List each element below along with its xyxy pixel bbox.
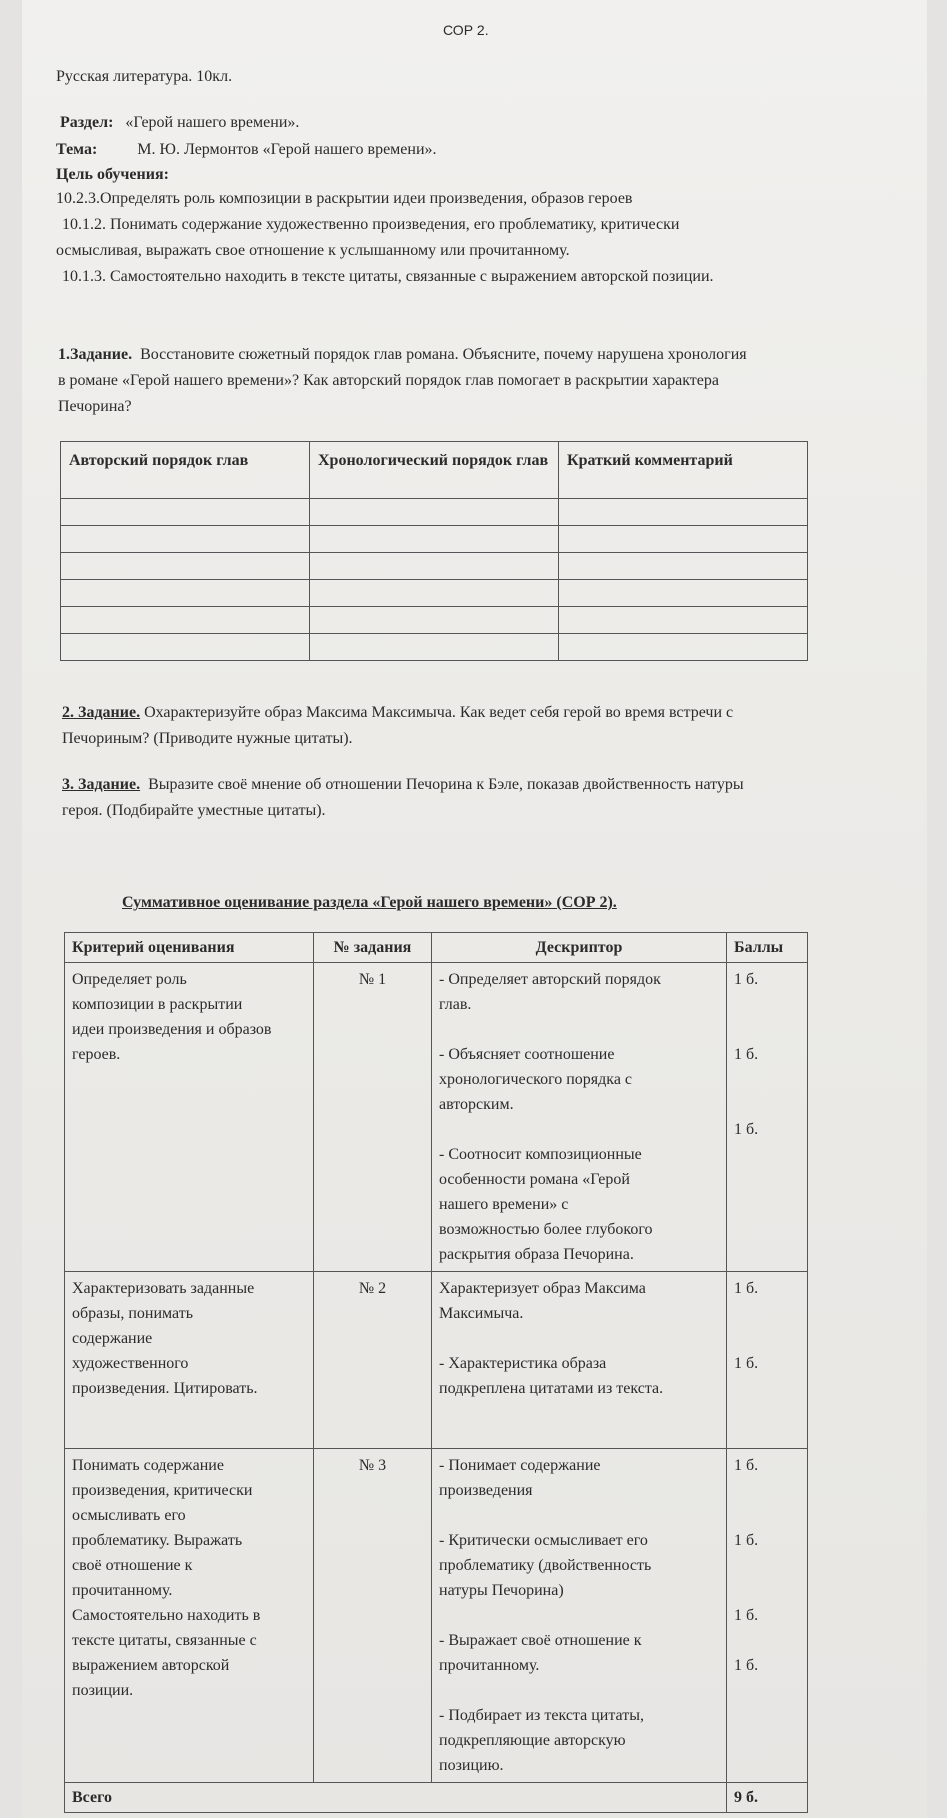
section-value: «Герой нашего времени». bbox=[125, 114, 300, 131]
table-header-row bbox=[65, 933, 808, 963]
table-cell[interactable] bbox=[61, 607, 310, 634]
task1-label: 1.Задание. bbox=[58, 346, 133, 363]
table-cell[interactable] bbox=[559, 580, 808, 607]
task3-label: 3. Задание. bbox=[62, 776, 141, 793]
col-criterion: Критерий оценивания bbox=[65, 933, 314, 963]
table-row bbox=[61, 607, 808, 634]
table-cell[interactable] bbox=[61, 634, 310, 661]
col-author-order: Авторский порядок глав bbox=[61, 442, 310, 499]
task1-line-3: Печорина? bbox=[58, 398, 132, 415]
table-row bbox=[61, 499, 808, 526]
table-cell[interactable] bbox=[61, 580, 310, 607]
col-comment: Краткий комментарий bbox=[559, 442, 808, 499]
criterion-cell: Определяет роль композиции в раскрытии идеи произведения и образов героев. bbox=[65, 963, 314, 1272]
table-cell[interactable] bbox=[61, 526, 310, 553]
table-row bbox=[65, 963, 808, 1272]
descriptor-cell: - Понимает содержание произведения - Критически осмысливает его проблематику (двойственность натуры Печорина) - Выражает своё отношение к прочитанному. - Подбирает из текста цитаты, подкрепляющие авторскую позицию. bbox=[432, 1449, 727, 1783]
section-line bbox=[60, 110, 299, 135]
table-cell[interactable] bbox=[310, 526, 559, 553]
task1-line-1: 1.Задание. Восстановите сюжетный порядок глав романа. Объясните, почему нарушена хронология bbox=[58, 346, 747, 363]
table-cell[interactable] bbox=[559, 634, 808, 661]
table-row bbox=[61, 634, 808, 661]
topic-label: Тема: bbox=[56, 141, 98, 158]
points-cell: 1 б. 1 б. 1 б. 1 б. bbox=[727, 1449, 808, 1783]
col-task-number: № задания bbox=[314, 933, 432, 963]
task2-line-2: Печориным? (Приводите нужные цитаты). bbox=[62, 730, 353, 747]
table-cell[interactable] bbox=[310, 607, 559, 634]
table-cell[interactable] bbox=[310, 580, 559, 607]
summative-title: Суммативное оценивание раздела «Герой нашего времени» (СОР 2). bbox=[122, 894, 617, 911]
table-cell[interactable] bbox=[559, 607, 808, 634]
assessment-table bbox=[64, 932, 808, 1813]
topic-value: М. Ю. Лермонтов «Герой нашего времени». bbox=[137, 141, 437, 158]
table-cell[interactable] bbox=[310, 499, 559, 526]
table-cell[interactable] bbox=[310, 634, 559, 661]
task2-line-1: 2. Задание. Охарактеризуйте образ Максима Максимыча. Как ведет себя герой во время встречи с bbox=[62, 704, 734, 721]
table-cell[interactable] bbox=[61, 553, 310, 580]
descriptor-cell: - Определяет авторский порядок глав. - Объясняет соотношение хронологического порядка с авторским. - Соотносит композиционные особенности романа «Герой нашего времени» с возможностью более глубокого раскрытия образа Печорина. bbox=[432, 963, 727, 1272]
points-cell: 1 б. 1 б. bbox=[727, 1272, 808, 1449]
chapter-order-table bbox=[60, 441, 808, 661]
descriptor-cell: Характеризует образ Максима Максимыча. - Характеристика образа подкреплена цитатами из текста. bbox=[432, 1272, 727, 1449]
task1-line-2: в романе «Герой нашего времени»? Как авторский порядок глав помогает в раскрытии характера bbox=[58, 372, 719, 389]
col-descriptor: Дескриптор bbox=[432, 933, 727, 963]
col-chrono-order: Хронологический порядок глав bbox=[310, 442, 559, 499]
table-cell[interactable] bbox=[559, 499, 808, 526]
points-cell: 1 б. 1 б. 1 б. bbox=[727, 963, 808, 1272]
section-label: Раздел: bbox=[60, 114, 114, 131]
table-cell[interactable] bbox=[61, 499, 310, 526]
table-header-row bbox=[61, 442, 808, 499]
col-points: Баллы bbox=[727, 933, 808, 963]
task-number-cell: № 2 bbox=[314, 1272, 432, 1449]
subject-line: Русская литература. 10кл. bbox=[56, 68, 233, 85]
table-cell[interactable] bbox=[559, 526, 808, 553]
total-points: 9 б. bbox=[727, 1783, 808, 1813]
criterion-cell: Характеризовать заданные образы, понимать содержание художественного произведения. Цитировать. bbox=[65, 1272, 314, 1449]
objectives-label: Цель обучения: bbox=[56, 166, 169, 183]
table-row bbox=[65, 1272, 808, 1449]
task-number-cell: № 1 bbox=[314, 963, 432, 1272]
table-row bbox=[65, 1449, 808, 1783]
task-number-cell: № 3 bbox=[314, 1449, 432, 1783]
table-row bbox=[61, 553, 808, 580]
table-cell[interactable] bbox=[559, 553, 808, 580]
table-row bbox=[61, 526, 808, 553]
task3-line-2: героя. (Подбирайте уместные цитаты). bbox=[62, 802, 326, 819]
topic-line bbox=[56, 137, 437, 162]
objective-3: 10.1.3. Самостоятельно находить в тексте цитаты, связанные с выражением авторской позиции. bbox=[62, 268, 714, 285]
criterion-cell: Понимать содержание произведения, критически осмысливать его проблематику. Выражать своё отношение к прочитанному. Самостоятельно находить в тексте цитаты, связанные с выражением авторской позиции. bbox=[65, 1449, 314, 1783]
objective-1: 10.2.3.Определять роль композиции в раскрытии идеи произведения, образов героев bbox=[56, 190, 633, 207]
table-cell[interactable] bbox=[310, 553, 559, 580]
total-label: Всего bbox=[65, 1783, 727, 1813]
task3-line-1: 3. Задание. Выразите своё мнение об отношении Печорина к Бэле, показав двойственность натуры bbox=[62, 776, 744, 793]
task2-label: 2. Задание. bbox=[62, 704, 141, 721]
total-row bbox=[65, 1783, 808, 1813]
page-header: СОР 2. bbox=[443, 22, 489, 38]
objective-2-cont: осмысливая, выражать свое отношение к услышанному или прочитанному. bbox=[56, 242, 570, 259]
objective-2: 10.1.2. Понимать содержание художественно произведения, его проблематику, критически bbox=[62, 216, 680, 233]
table-row bbox=[61, 580, 808, 607]
